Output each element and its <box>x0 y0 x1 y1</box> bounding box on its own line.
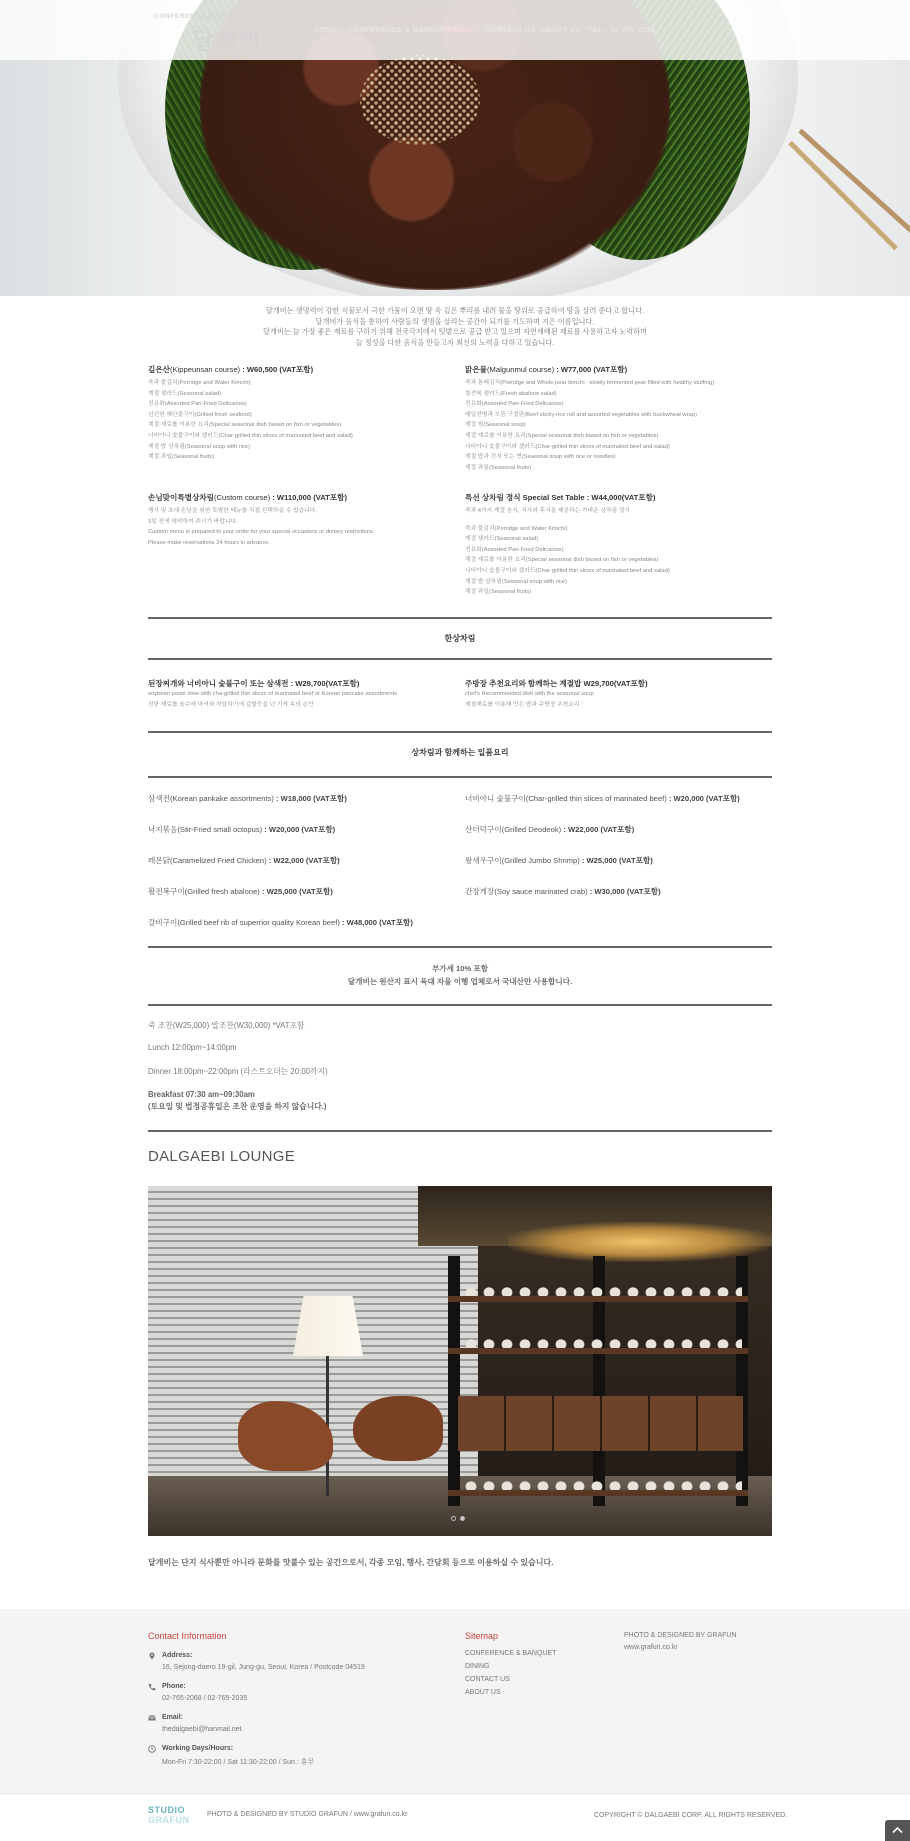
dish-item <box>465 855 653 866</box>
hours-dinner: Dinner 18:00pm~22:00pm (라스트오더는 20:00까지) <box>148 1067 328 1076</box>
slider-pagination <box>451 1516 471 1522</box>
course-item: 전유화(Assorted Pan-Fried Delicacies) <box>465 401 564 408</box>
vat-line: 부가세 10% 포함 <box>431 964 489 973</box>
email-icon <box>148 1714 156 1722</box>
section-divider <box>148 658 772 660</box>
dish-en: (Char-grilled thin slices of marinated beef) <box>525 794 667 803</box>
course-price: : W44,000(VAT포함) <box>584 493 656 502</box>
course-price: : W77,000 (VAT포함) <box>554 365 628 374</box>
course-malgunmul <box>465 365 765 473</box>
course-title-en: (Custom course) <box>214 493 271 502</box>
dish-name: 간장게장 <box>465 887 495 896</box>
section-title-ilpum: 상차림과 함께하는 일품요리 <box>411 748 509 757</box>
intro-line: 달개비는 생명력이 강한 식물로서 극한 가뭄이 오면 땅 속 깊은 뿌리를 내려 물을 땅위로 공급하여 땅을 살려 준다고 합니다. <box>265 306 645 315</box>
dish-name: 너비아니 숯불구이 <box>465 794 526 803</box>
studio-logo-line1: STUDIO <box>148 1805 186 1815</box>
dish-en: (Soy sauce marinated crab) <box>494 887 588 896</box>
lounge-description: 달개비는 단지 식사뿐만 아니라 문화를 맛볼수 있는 공간으로서, 각종 모임, 행사, 간담회 등으로 이용하실 수 있습니다. <box>148 1558 554 1567</box>
studio-logo-line2: GRAFUN <box>148 1815 190 1825</box>
intro-line: 달개비는 늘 가장 좋은 재료를 구하기 위해 전국각지에서 텃밭으로 공급 받고 있으며 자연재배된 재료를 사용하고자 노력하며 <box>262 327 648 337</box>
dish-name: 낙지볶음 <box>148 825 178 834</box>
course-title <box>148 493 458 503</box>
dish-price: : W30,000 (VAT포함) <box>587 887 661 896</box>
sitemap-heading: Sitemap <box>465 1631 499 1641</box>
working-hours-text: Mon-Fri 7:30-22:00 / Sat 11:30-22:00 / Sun : 휴무 <box>162 1759 315 1766</box>
hansang-item-title: 된장찌개와 너비아니 숯불구이 또는 삼색전 : W29,700(VAT포함) <box>148 679 360 688</box>
course-title-kr: 특선 상차림 정식 Special Set Table <box>465 493 585 502</box>
dish-price: : W18,000 (VAT포함) <box>273 794 347 803</box>
hours-lunch: Lunch 12:00pm~14:00pm <box>148 1043 237 1052</box>
lounge-slider[interactable] <box>148 1186 772 1536</box>
section-divider <box>148 1004 772 1006</box>
dish-en: (Grilled Deodeok) <box>501 825 562 834</box>
section-title-hansang: 한상차림 <box>444 634 476 643</box>
course-title-kr: 깊은산 <box>148 365 171 374</box>
dish-item <box>148 886 333 897</box>
dish-item <box>465 886 661 897</box>
site-footer <box>0 1609 910 1793</box>
chevron-up-icon <box>892 1826 903 1834</box>
course-item: 힐전복 샐러드(Fresh abalone salad) <box>465 390 557 397</box>
course-item: 계절 밥 상차림(Seasonal soup with rice) <box>148 443 250 450</box>
lounge-title: DALGAEBI LOUNGE <box>148 1148 296 1165</box>
course-item: 계절 샐러드(Seasonal salad) <box>465 536 539 543</box>
section-divider <box>148 1130 772 1132</box>
course-item: 너비아니 숯불구이와 샐러드(Char-grilled thin slices of marinated beef and salad) <box>465 567 670 574</box>
dish-price: : W48,000 (VAT포함) <box>339 918 413 927</box>
course-item: 죽과 물김치(Porridge and Water Kimchi) <box>148 380 251 386</box>
site-header <box>0 0 910 60</box>
course-title-en: (Malgunmul course) <box>487 365 555 374</box>
hansang-item-desc: 제철재료를 이용해 만든 밥과 주방장 추천요리 <box>465 701 580 708</box>
course-item: Please make reservations 24 hours in advance. <box>148 539 271 546</box>
course-note: 행사 및 초대 손님을 위한 특별한 메뉴를 직접 선택하실 수 있습니다. <box>148 508 317 514</box>
course-item: 계절 재료를 이용한 요리(Special seasonal dish based on fish or vegetables) <box>148 422 342 429</box>
course-item: 계절 샐러드(Seasonal salad) <box>148 390 222 397</box>
email-label: Email: <box>162 1714 184 1721</box>
course-item: 너비아니 숯불구이와 샐러드(Char-grilled thin slices of marinated beef and salad) <box>148 432 353 439</box>
dish-price: : W20,000 (VAT포함) <box>262 825 336 834</box>
course-special-set <box>465 493 765 598</box>
hours-breakfast-note: (토요일 및 법정공휴일은 조찬 운영을 하지 않습니다.) <box>148 1102 327 1111</box>
dish-price: : W25,000 (VAT포함) <box>579 856 653 865</box>
course-item: 신선한 해산물구이(Grilled fresh seafood) <box>148 411 252 418</box>
course-title-kr: 손님맞이특별상차림 <box>148 493 215 502</box>
dish-en: (Korean pankake assortments) <box>170 794 274 803</box>
dish-en: (Stir-Fried small octopus) <box>177 825 263 834</box>
dish-en: (Caramelized Fried Chicken) <box>170 856 267 865</box>
origin-line: 달개비는 원산지 표시 육대 자율 이행 업체로서 국내산만 사용합니다. <box>347 977 573 986</box>
dish-item <box>148 793 347 804</box>
dish-name: 산더덕구이 <box>465 825 502 834</box>
email-text[interactable]: thedalgaebi@hanmail.net <box>162 1726 242 1733</box>
intro-line: 늘 정성을 다한 음식을 만들고자 최선의 노력을 다하고 있습니다. <box>355 337 555 347</box>
hours-porridge: 죽 조찬(W25,000) 밥조찬(W30,000) *VAT포함 <box>148 1021 305 1030</box>
course-item: 계절 밥과 진지 또는 면(Seasonal soup with rice or noodles) <box>465 454 616 461</box>
course-item: 계절 과일(Seasonal fruits) <box>465 589 532 596</box>
course-item: 계절 재료를 이용한 요리(Special seasonal dish based on fish or vegetables) <box>465 557 659 564</box>
course-kippeunsan <box>148 365 458 463</box>
section-divider <box>148 617 772 619</box>
dish-name: 갈비구이 <box>148 918 178 927</box>
course-item: 전유화(Assorted Pan-Fried Delicacies) <box>148 401 247 408</box>
sitemap-about-us[interactable]: ABOUT US <box>465 1689 501 1696</box>
dish-item <box>465 793 740 804</box>
bottom-credit: PHOTO & DESIGNED BY STUDIO GRAFUN / www.grafun.co.kr <box>207 1811 408 1818</box>
phone-label: Phone: <box>162 1683 186 1690</box>
address-label: Address: <box>162 1652 193 1659</box>
sitemap-conference-banquet[interactable]: CONFERENCE & BANQUET <box>465 1650 557 1657</box>
dish-en: (Grilled beef rib of superrior quality Korean beef) <box>177 918 340 927</box>
course-item: 계절 밥 상차림(Seasonal soup with rice) <box>465 578 567 585</box>
dish-name: 레몬닭 <box>148 856 171 865</box>
dish-en: (Grilled fresh abalone) <box>184 887 260 896</box>
section-divider <box>148 731 772 733</box>
dish-name: 삼색전 <box>148 794 171 803</box>
hansang-item-stew <box>148 678 458 710</box>
dish-item <box>148 855 340 866</box>
course-item: 계절 재료를 이용한 요리(Special seasonal dish based on fish or vegetables) <box>465 432 659 439</box>
dish-price: : W22,000 (VAT포함) <box>266 856 340 865</box>
course-title-kr: 맑은물 <box>465 365 488 374</box>
course-title <box>465 365 765 375</box>
vat-notice <box>148 962 772 988</box>
course-item: 너비아니 숯불구이와 샐러드(Char-grilled thin slices of marinated beef and salad) <box>465 443 670 450</box>
hours-breakfast: Breakfast 07:30 am~09:30am <box>148 1090 255 1099</box>
section-divider <box>148 776 772 778</box>
sitemap-contact-us[interactable]: CONTACT US <box>465 1676 510 1683</box>
dish-item <box>148 917 413 928</box>
slider-dot-active[interactable] <box>460 1516 465 1521</box>
scroll-to-top-button[interactable] <box>885 1820 910 1841</box>
section-divider <box>148 946 772 948</box>
course-item: 메밀전병과 모둠 구절판(Beef sticky-rice roll and assorted vegetables with buckwheat wrap) <box>465 411 697 418</box>
dish-item <box>465 824 634 835</box>
course-title <box>465 493 765 503</box>
course-custom <box>148 493 458 548</box>
intro-text <box>150 306 760 348</box>
hansang-item-title: 주방장 추천요리와 함께하는 계절밥 W29,700(VAT포함) <box>465 679 648 688</box>
course-item: 죽과 물김치(Porridge and Water Kimchi) <box>465 525 568 532</box>
phone-text[interactable]: 02-765-2068 / 02-765-2035 <box>162 1695 248 1702</box>
dish-en: (Grilled Jumbo Shrimp) <box>501 856 580 865</box>
dish-price: : W20,000 (VAT포함) <box>666 794 740 803</box>
copyright: COPYRIGHT © DALGAEBI CORP. ALL RIGHTS RESERVED. <box>594 1812 788 1819</box>
working-hours-label: Working Days/Hours: <box>162 1745 234 1752</box>
footer-credit-url[interactable]: www.grafun.co.kr <box>624 1644 678 1651</box>
hansang-item-desc: chef's Recommended dish with the seasonal soup <box>465 691 594 697</box>
course-item: 계절 과일(Seasonal fruits) <box>465 464 532 471</box>
hansang-item-desc: 진한 재료를 육수에 마셔와 자들하기에 깊할듯을 넌 기씩 속의 손만 <box>148 701 314 708</box>
course-item: 죽과 통배김치(Porridge and Whole pear kimchi : slowly fermented pear filled with healthy stuffing) <box>465 380 715 386</box>
dish-name: 왕새우구이 <box>465 856 502 865</box>
course-item: 전유화(Assorted Pan-Fried Delicacies) <box>465 546 564 553</box>
course-price: : W110,000 (VAT포함) <box>270 493 347 502</box>
map-pin-icon <box>148 1652 156 1660</box>
footer-credit: PHOTO & DESIGNED BY GRAFUN <box>624 1632 737 1639</box>
intro-line: 달개비가 음식을 통하여 사람들의 생명을 살리는 공간이 되기를 기도하며 지은 이름입니다. <box>315 316 595 326</box>
hansang-item-desc: soybean paste stew with cha-grilled thin slices of marinated beef or Korean pancake assortments <box>148 691 398 697</box>
course-title <box>148 365 458 375</box>
studio-logo[interactable] <box>148 1805 194 1827</box>
dish-name: 활전복구이 <box>148 887 185 896</box>
dish-price: : W22,000 (VAT포함) <box>561 825 635 834</box>
course-note: 3일 전에 예약하여 주시기 바랍니다. <box>148 518 238 525</box>
address-text: 16, Sejong-daero 19-gil, Jung-gu, Seoul, Korea / Postcode 04519 <box>162 1664 365 1671</box>
sitemap-dining[interactable]: DINING <box>465 1663 490 1670</box>
course-title-en: (Kippeunsan course) <box>170 365 241 374</box>
course-item: 계절 찜(Seasonal soup) <box>465 422 526 429</box>
course-price: : W60,500 (VAT포함) <box>240 365 314 374</box>
clock-icon <box>148 1745 156 1753</box>
phone-icon <box>148 1683 156 1691</box>
course-item: Custom menu is prepared to your order for your special occasions or dietary restrictions. <box>148 529 375 536</box>
slider-dot[interactable] <box>451 1516 456 1521</box>
course-item: 계절 과일(Seasonal fruits) <box>148 454 215 461</box>
dish-item <box>148 824 335 835</box>
contact-heading: Contact Information <box>148 1631 227 1641</box>
hansang-item-chef <box>465 678 765 710</box>
dish-price: : W25,000 (VAT포함) <box>259 887 333 896</box>
course-note: 죽과 4가지 계절 음식, 식사와 후식을 제공하는 가벼운 상차림 정식 <box>465 508 630 514</box>
